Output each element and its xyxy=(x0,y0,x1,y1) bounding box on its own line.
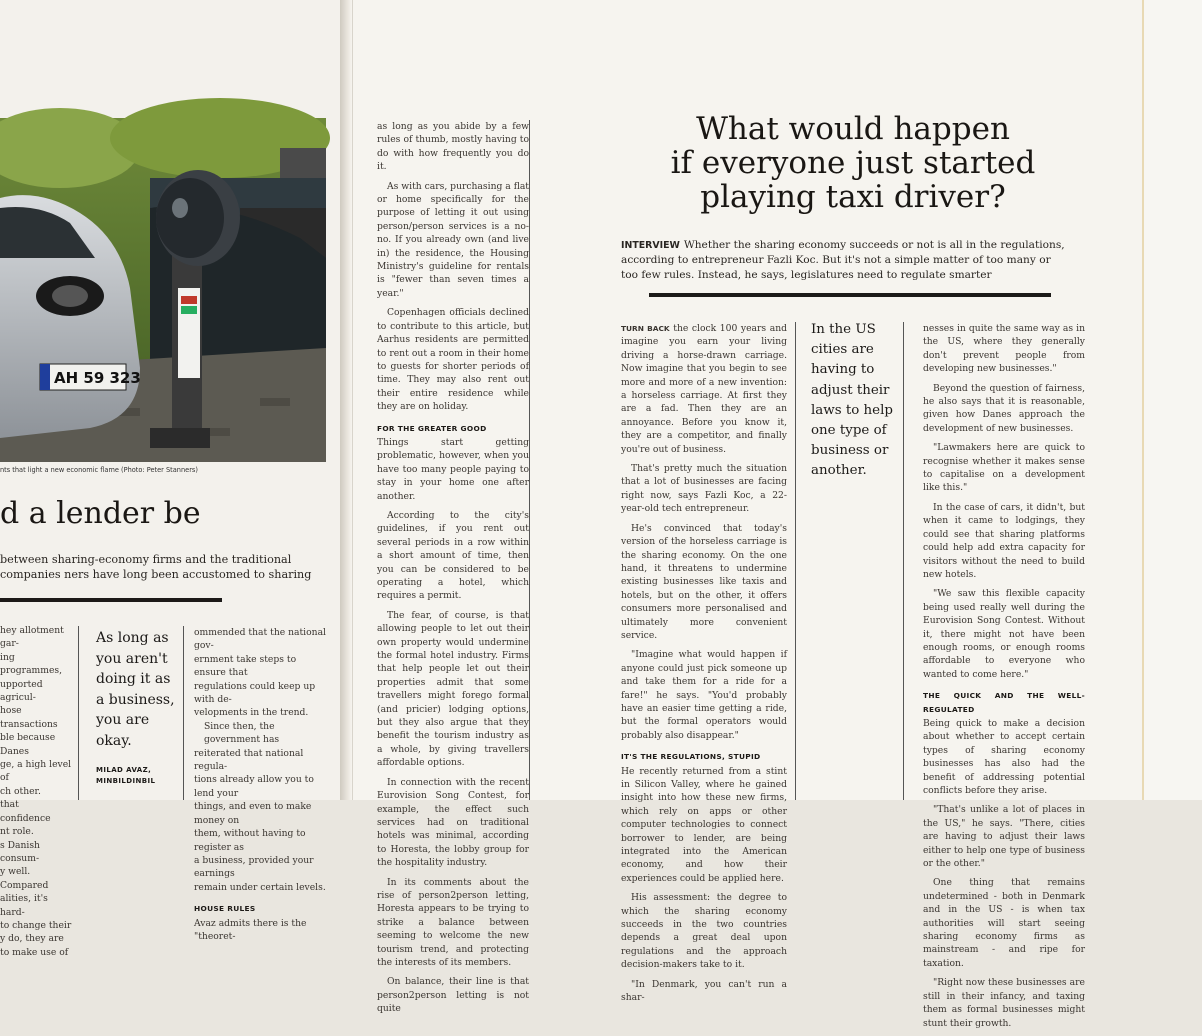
well-regulated-subhead: THE QUICK AND THE WELL-REGULATED xyxy=(923,691,1085,714)
left-pull-quote xyxy=(96,628,176,787)
left-col1-line: s Danish consum- xyxy=(0,839,40,864)
pull-quote-line: you are xyxy=(96,712,150,728)
right-column-b xyxy=(621,322,787,1011)
pull-quote-line: you aren't xyxy=(96,650,168,667)
paragraph: "We saw this flexible capacity being used really well during the Eurovision Song Contest. Without it, there might not have been enough rooms, or enough rooms affordable to everyone who wanted to come here." xyxy=(923,588,1085,680)
title-line: playing taxi driver? xyxy=(700,179,1006,215)
regulations-subhead: IT'S THE REGULATIONS, STUPID xyxy=(621,752,761,762)
pull-quote-line: doing it as xyxy=(96,671,171,687)
paragraph: In the case of cars, it didn't, but when it came to lodgings, they could see that sharing platforms could help add extra capacity for visitors without the need to build new hotels. xyxy=(923,501,1085,580)
paragraph: Things start getting problematic, however, when you have too many people paying to stay in your home one after another. xyxy=(377,436,529,502)
right-page xyxy=(352,0,1143,1029)
left-headline-rule xyxy=(0,598,222,602)
column-rule-b xyxy=(795,322,796,800)
pull-quote-line: As long as xyxy=(96,630,169,646)
left-standfirst: between sharing-economy firms and the traditional companies ners have long been accustomed to sharing xyxy=(0,553,312,581)
paragraph: "Imagine what would happen if anyone could just pick someone up and take them for a ride for a fare!" he says. "You'd probably have an easier time getting a ride, but the formal operators would probably also disappear." xyxy=(621,649,787,741)
left-page xyxy=(0,0,340,958)
title-line: What would happen xyxy=(696,111,1010,147)
electric-car-charging-photo xyxy=(0,118,326,462)
pull-quote-line: laws to help xyxy=(811,402,893,418)
pull-quote-line: having to xyxy=(811,362,875,378)
pull-quote-credit: MILAD AVAZ, MINBILDINBIL xyxy=(96,766,156,785)
right-pull-quote xyxy=(811,320,903,482)
column-rule-a xyxy=(529,120,530,800)
left-col1-line: y do, they are xyxy=(0,933,64,945)
paragraph: Copenhagen officials declined to contribute to this article, but Aarhus residents are permitted to rent out a room in their home to guests for shorter periods of time. They may also rent out their entire residence while they are on holiday. xyxy=(377,307,529,413)
paragraph: The fear, of course, is that allowing people to let out their own property would undermine the formal hotel industry. Firms that help people let out their properties admit that some travellers might forego formal (and pricier) lodging options, but they also argue that they benefit the tourism industry as a whole, by giving travellers affordable options. xyxy=(377,609,529,769)
left-col1-line: hose transactions xyxy=(0,705,58,730)
title-line: if everyone just started xyxy=(670,145,1036,181)
title-rule xyxy=(649,293,1051,297)
paragraph: He recently returned from a stint in Silicon Valley, where he gained insight into how these new firms, which rely on apps or other computer technologies to connect borrower to lender, are being integrated into the American economy, and how their experiences could be applied here. xyxy=(621,765,787,884)
left-col1-line: ble because Danes xyxy=(0,732,56,757)
paragraph: His assessment: the degree to which the sharing economy succeeds in the two countries depends a great deal upon regulations and the approach decision-makers take to it. xyxy=(621,892,787,971)
paragraph: "Lawmakers here are quick to recognise whether it makes sense to capitalise on a development like this." xyxy=(923,442,1085,494)
paragraph: In connection with the recent Eurovision Song Contest, for example, the effect such services had on traditional hotels was minimal, according to Horesta, the lobby group for the hospitality industry. xyxy=(377,776,529,869)
left-col1-line: y well. Compared xyxy=(0,866,49,891)
left-column-rule-1 xyxy=(78,626,79,800)
left-col1-line: ing programmes, xyxy=(0,651,63,677)
left-col1-line: ch other. xyxy=(0,785,41,797)
left-col1-line: to make use of xyxy=(0,946,69,958)
left-col1-line: that confidence xyxy=(0,799,51,824)
pull-quote-line: one type of xyxy=(811,423,887,439)
pull-quote-line: In the US xyxy=(811,322,876,337)
intro-text: Whether the sharing economy succeeds or not is all in the regulations, according to entrepreneur Fazli Koc. But it's not a simple matter of too many or too few rules. Instead, he says, legislatures need to regulate smarter xyxy=(621,239,1065,281)
left-col1-line: alities, it's hard- xyxy=(0,893,48,918)
pull-quote-line: another. xyxy=(811,463,867,479)
paragraph: That's pretty much the situation that a lot of businesses are facing right now, says Fazli Koc, a 22-year-old tech entrepreneur. xyxy=(621,463,787,515)
page-gutter xyxy=(340,0,352,800)
pull-quote-line: okay. xyxy=(96,732,132,749)
paragraph: On balance, their line is that person2person letting is not quite xyxy=(377,976,529,1015)
right-column-a xyxy=(377,120,529,1022)
article-intro xyxy=(621,238,1071,282)
left-col1-line: upported agricul- xyxy=(0,678,43,704)
paragraph: He's convinced that today's version of the horseless carriage is the sharing economy. On the one hand, it threatens to undermine existing businesses like taxis and hotels, but on the other, it offers consumers more personalised and ultimately more convenient service. xyxy=(621,522,787,641)
paragraph: "That's unlike a lot of places in the US," he says. "There, cities are having to adjust their laws either to help one type of business or the other." xyxy=(923,804,1085,870)
paragraph: As with cars, purchasing a flat or home specifically for the purpose of letting it out using person/person services is a no-no. If you already own (and live in) the residence, the Housing Ministry's guideline for rentals is "fewer than seven times a year." xyxy=(377,180,529,299)
left-col1-line: ge, a high level of xyxy=(0,759,72,784)
paragraph: One thing that remains undetermined - both in Denmark and in the US - is when tax authorities will start seeing sharing economy firms as mainstream - and ripe for taxation. xyxy=(923,877,1085,969)
license-plate-text: AH 59 323 xyxy=(54,369,141,387)
left-column-3: ommended that the national gov- ernment take steps to ensure that regulations could keep up with de- velopments in the trend. Since then, the government has reiterated that national regula- tions already allow you to lend your things, and even to make money on them, without having to register as a business, provided your earnings remain under certain levels. HOUSE RULES Avaz admits there is the "theoret- xyxy=(194,626,330,943)
left-headline: d a lender be xyxy=(0,496,201,531)
house-rules-subhead: HOUSE RULES xyxy=(194,904,256,914)
paragraph: "Right now these businesses are still in their infancy, and taxing them as formal businesses might stunt their growth. xyxy=(923,977,1085,1029)
page-edge xyxy=(1142,0,1202,800)
paragraph: Being quick to make a decision about whether to accept certain types of sharing economy businesses has also had the benefit of addressing potential conflicts before they arise. xyxy=(923,717,1085,796)
paragraph: In its comments about the rise of person2person letting, Horesta appears to be trying to strike a balance between seeming to welcome the new tourism trend, and protecting the interests of its members. xyxy=(377,876,529,968)
left-col1-line: hey allotment gar- xyxy=(0,625,64,650)
paragraph: "In Denmark, you can't run a shar- xyxy=(621,978,787,1004)
paragraph: nesses in quite the same way as in the US, where they generally don't prevent people from developing new businesses." xyxy=(923,323,1085,375)
left-column-rule-2 xyxy=(183,626,184,800)
pull-quote-line: a business, xyxy=(96,691,175,708)
photo-caption: nts that light a new economic flame (Photo: Peter Stanners) xyxy=(0,466,198,474)
lead-in: TURN BACK xyxy=(621,324,670,333)
column-rule-c xyxy=(903,322,904,800)
pull-quote-line: business or xyxy=(811,443,889,459)
left-column-1 xyxy=(0,624,72,959)
article-title xyxy=(633,112,1073,214)
left-col1-line: to change their xyxy=(0,919,72,931)
pull-quote-line: cities are xyxy=(811,342,874,358)
interview-tag: INTERVIEW xyxy=(621,240,680,251)
pull-quote-line: adjust their xyxy=(811,382,890,398)
lead-paragraph: TURN BACK the clock 100 years and imagine you earn your living driving a horse-drawn carriage. Now imagine that you begin to see more and more of a new invention: a horseless carriage. At first they are a fad. Then they are an annoyance. Before you know it, they are a competitor, and finally you're out of business. xyxy=(621,323,788,455)
paragraph: According to the city's guidelines, if you rent out several periods in a row within a short amount of time, then you can be considered to be operating a hotel, which requires a permit. xyxy=(377,509,529,602)
right-column-c xyxy=(923,322,1085,1036)
left-col1-line: nt role. xyxy=(0,826,34,838)
paragraph: as long as you abide by a few rules of thumb, mostly having to do with how frequently you do it. xyxy=(377,121,529,173)
paragraph: Beyond the question of fairness, he also says that it is reasonable, given how Danes approach the development of new businesses. xyxy=(923,382,1085,434)
greater-good-subhead: FOR THE GREATER GOOD xyxy=(377,423,487,433)
